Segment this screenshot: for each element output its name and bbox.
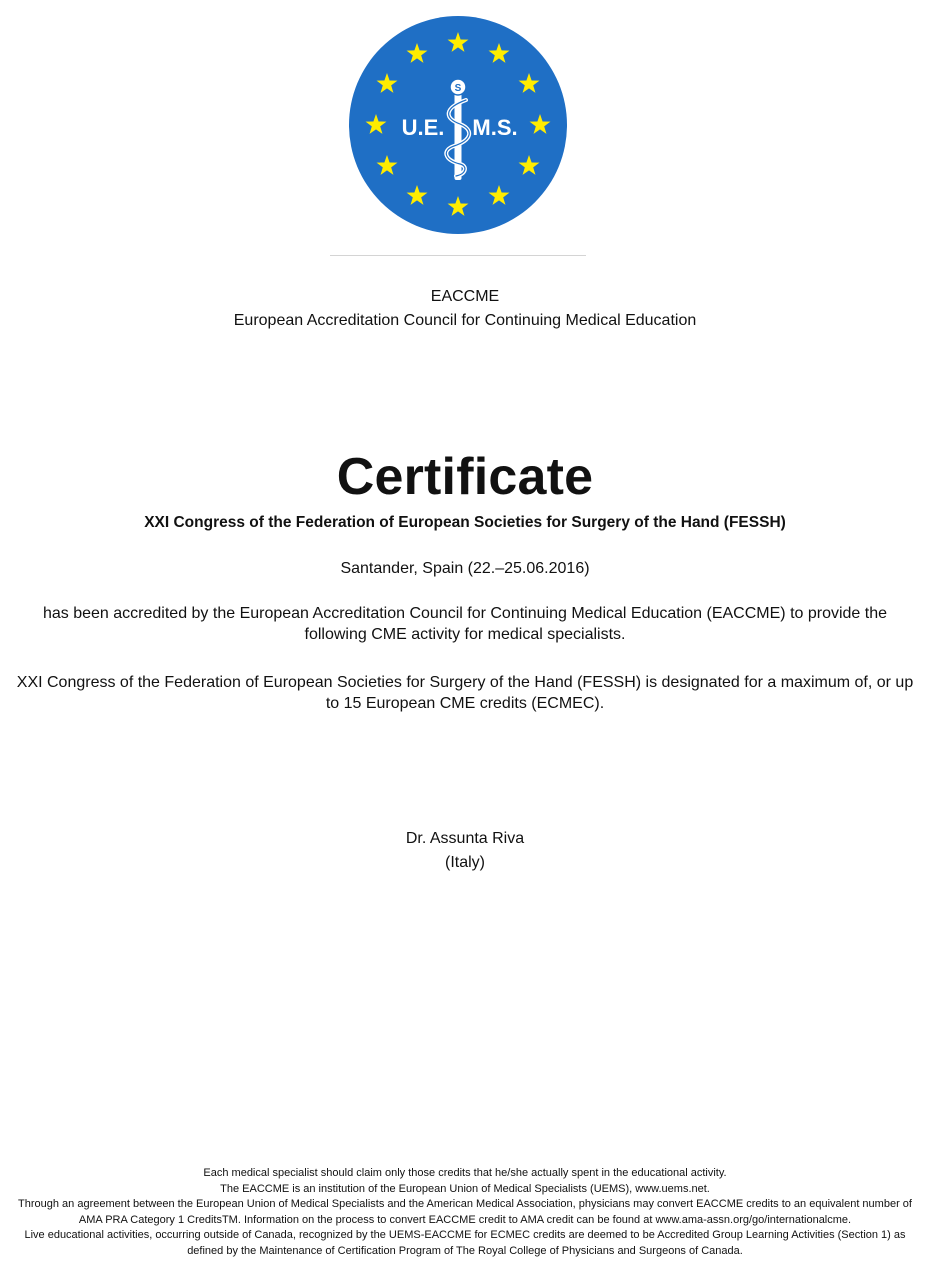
org-abbreviation: EACCME (430, 288, 500, 305)
svg-text:S: S (454, 83, 462, 94)
footer-line-eaccme-institution: The EACCME is an institution of the European Union of Medical Specialists (UEMS), www.uems.net. (220, 1182, 710, 1195)
designation-statement: XXI Congress of the Federation of European Societies for Surgery of the Hand (FESSH) is designated for a maximum of, or up to 15 European CME credits (ECMEC). (16, 674, 914, 712)
uems-logo (348, 14, 568, 236)
footer-line-canada-recognition: Live educational activities, occurring outside of Canada, recognized by the UEMS-EACCME for ECMEC credits are deemed to be Accredited Group Learning Activities (Section 1) as defined by the Maintenance of Certification Program of The Royal College of Physicians and Surgeons of Canada. (24, 1229, 906, 1257)
uems-logo-graphic (348, 14, 568, 236)
footer-line-credits-claim: Each medical specialist should claim only those credits that he/she actually spent in the educational activity. (203, 1167, 727, 1179)
event-location-dates: Santander, Spain (22.–25.06.2016) (340, 560, 590, 577)
logo-divider (330, 255, 586, 256)
signatory-name: Dr. Assunta Riva (405, 830, 525, 847)
event-name: XXI Congress of the Federation of European Societies for Surgery of the Hand (FESSH) (144, 514, 786, 531)
org-full-name: European Accreditation Council for Continuing Medical Education (233, 312, 697, 329)
footer-line-ama-conversion: Through an agreement between the European Union of Medical Specialists and the American Medical Association, physicians may convert EACCME credits to an equivalent number of AMA PRA Category 1 CreditsTM. Information on the process to convert EACCME credit to AMA credit can be found at www.ama-assn.org/go/internationalcme. (18, 1198, 912, 1226)
accreditation-statement: has been accredited by the European Accreditation Council for Continuing Medical Education (EACCME) to provide the following CME activity for medical specialists. (42, 605, 888, 643)
signatory-country: (Italy) (445, 854, 485, 871)
logo-text-left: U.E. (401, 115, 445, 140)
certificate-title: Certificate (336, 448, 594, 506)
footer-notes (5, 1166, 925, 1260)
logo-text-right: M.S. (472, 115, 518, 140)
